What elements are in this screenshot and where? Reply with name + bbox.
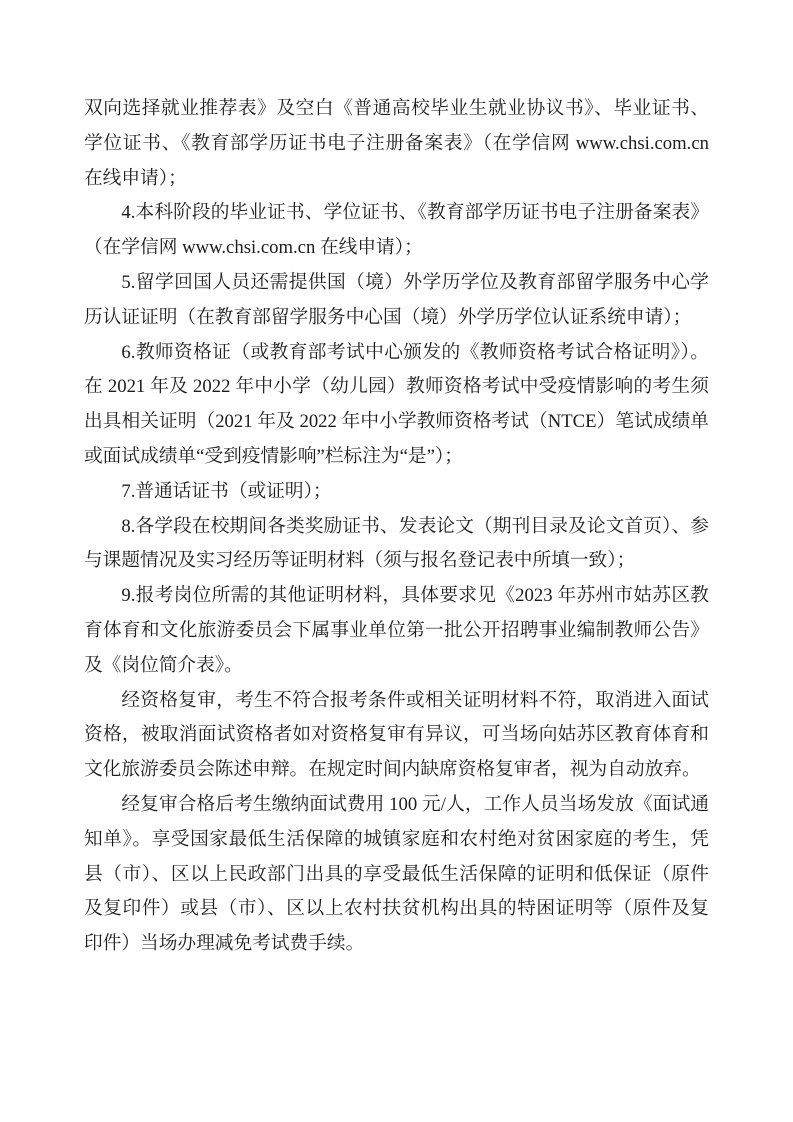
paragraph-qualification-review: 经资格复审，考生不符合报考条件或相关证明材料不符，取消进入面试资格，被取消面试资格者如对资格复审有异议，可当场向姑苏区教育体育和文化旅游委员会陈述申辩。在规定时间内缺席资格复审者，视为自动放弃。 [84, 689, 709, 781]
list-item-5-overseas-credentials: 5.留学回国人员还需提供国（境）外学历学位及教育部留学服务中心学历认证证明（在教育部留学服务中心国（境）外学历学位认证系统申请）； [84, 271, 709, 328]
list-item-8-awards-papers: 8.各学段在校期间各类奖励证书、发表论文（期刊目录及论文首页）、参与课题情况及实习经历等证明材料（须与报名登记表中所填一致）； [84, 515, 709, 572]
paragraph-continuation: 双向选择就业推荐表》及空白《普通高校毕业生就业协议书》、毕业证书、学位证书、《教育部学历证书电子注册备案表》（在学信网 www.chsi.com.cn 在线申请）； [84, 98, 709, 189]
list-item-4-bachelor-certificates: 4.本科阶段的毕业证书、学位证书、《教育部学历证书电子注册备案表》（在学信网 www.chsi.com.cn 在线申请）； [84, 202, 709, 259]
list-item-9-other-materials: 9.报考岗位所需的其他证明材料，具体要求见《2023 年苏州市姑苏区教育体育和文化旅游委员会下属事业单位第一批公开招聘事业编制教师公告》及《岗位简介表》。 [84, 585, 709, 676]
paragraph-interview-fee: 经复审合格后考生缴纳面试费用 100 元/人，工作人员当场发放《面试通知单》。享受国家最低生活保障的城镇家庭和农村绝对贫困家庭的考生，凭县（市）、区以上民政部门出具的享受最低生活保障的证明和低保证（原件及复印件）或县（市）、区以上农村扶贫机构出具的特困证明等（原件及复印件）当场办理减免考试费手续。 [84, 793, 709, 955]
document-body [84, 92, 709, 962]
list-item-6-teacher-qualification: 6.教师资格证（或教育部考试中心颁发的《教师资格考试合格证明》）。在 2021 年及 2022 年中小学（幼儿园）教师资格考试中受疫情影响的考生须出具相关证明（2021 年及 2022 年中小学教师资格考试（NTCE）笔试成绩单或面试成绩单“受到疫情影响”栏标注为“是”）； [84, 341, 709, 467]
list-item-7-putonghua-certificate: 7.普通话证书（或证明）； [121, 480, 332, 502]
